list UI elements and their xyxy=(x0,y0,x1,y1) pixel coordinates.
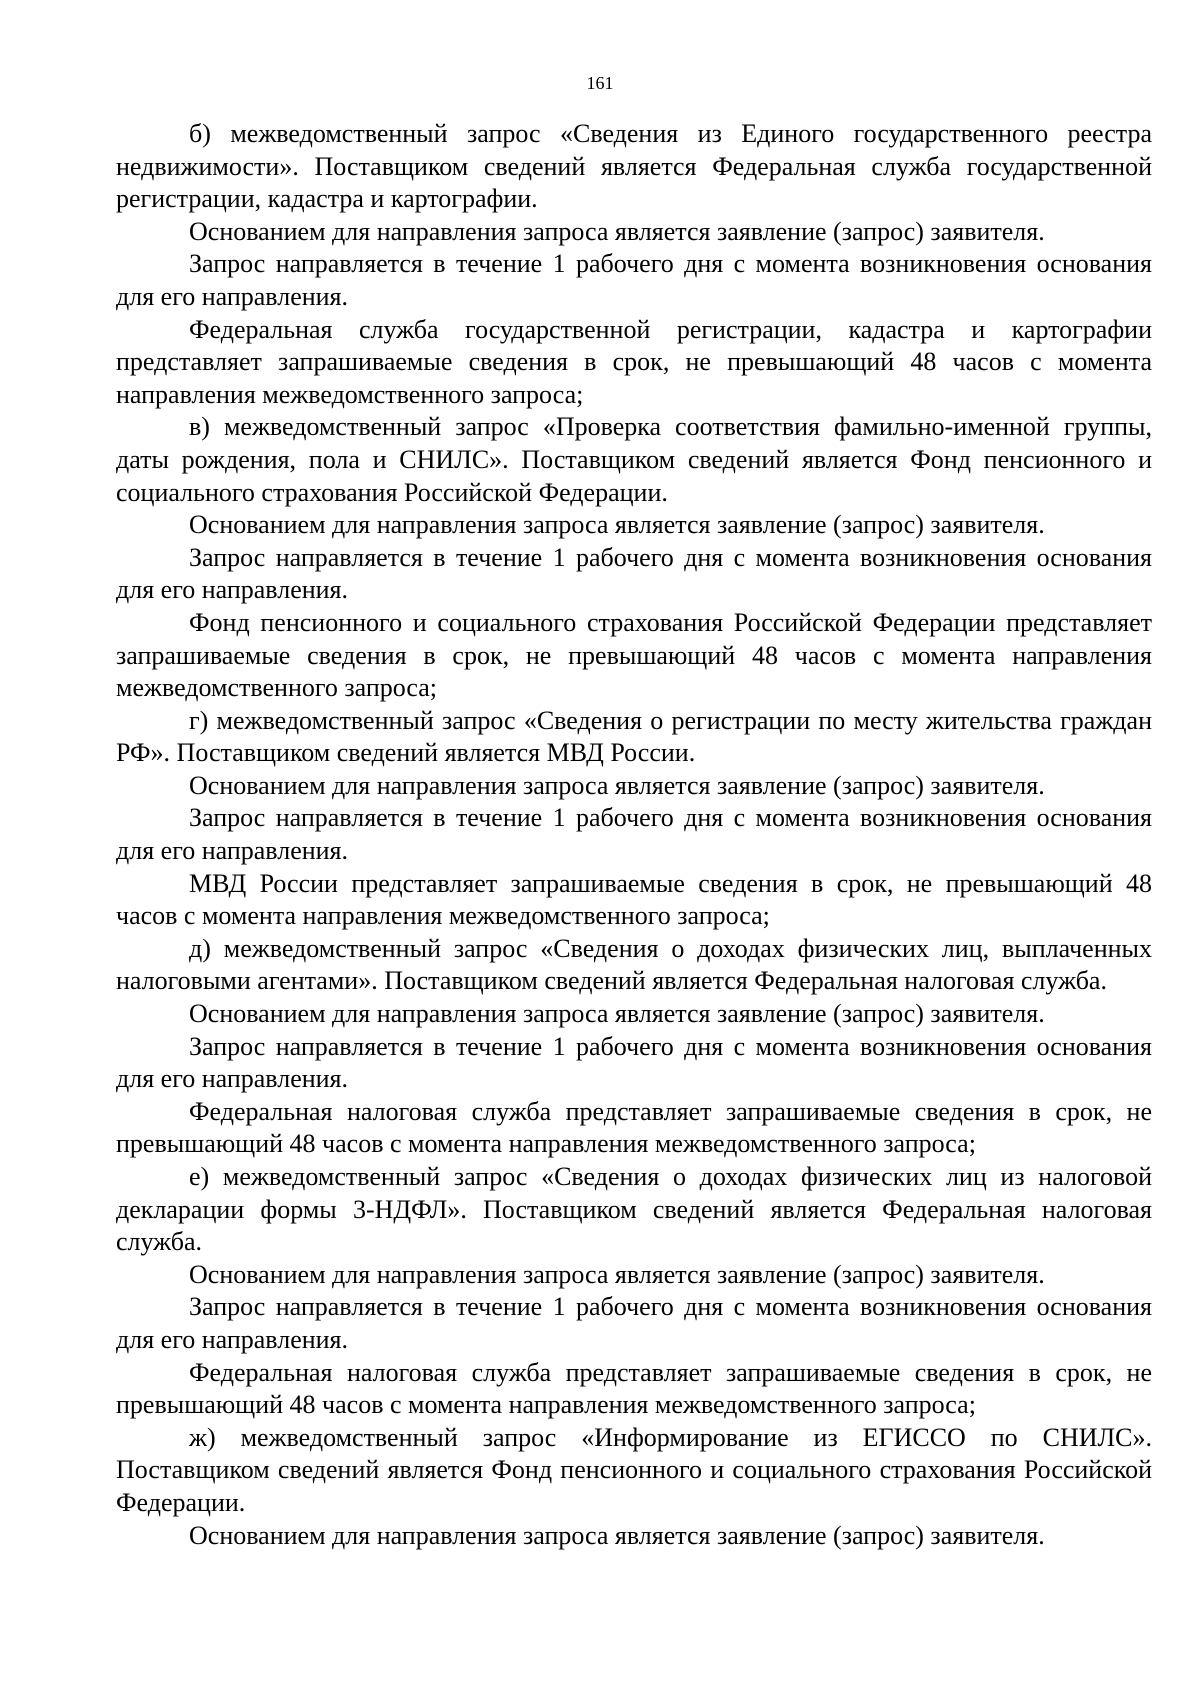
paragraph-term: Запрос направляется в течение 1 рабочего дня с момента возникновения основания для его направления. xyxy=(116,1031,1152,1094)
paragraph-basis: Основанием для направления запроса является заявление (запрос) заявителя. xyxy=(189,216,1045,246)
paragraph-zh-request: ж) межведомственный запрос «Информирование из ЕГИССО по СНИЛС». Поставщиком сведений является Фонд пенсионного и социального страхования Российской Федерации. xyxy=(116,1422,1152,1517)
paragraph-g-request: г) межведомственный запрос «Сведения о регистрации по месту жительства граждан РФ». Поставщиком сведений является МВД России. xyxy=(116,705,1152,768)
paragraph-term: Запрос направляется в течение 1 рабочего дня с момента возникновения основания для его направления. xyxy=(116,542,1152,605)
paragraph-basis: Основанием для направления запроса является заявление (запрос) заявителя. xyxy=(189,1259,1045,1289)
paragraph-e-request: е) межведомственный запрос «Сведения о доходах физических лиц из налоговой декларации формы 3-НДФЛ». Поставщиком сведений является Федеральная налоговая служба. xyxy=(116,1162,1152,1257)
paragraph-v-request: в) межведомственный запрос «Проверка соответствия фамильно-именной группы, даты рождения, пола и СНИЛС». Поставщиком сведений является Фонд пенсионного и социального страхования Российской Федерации. xyxy=(116,412,1152,507)
paragraph-response: МВД России представляет запрашиваемые сведения в срок, не превышающий 48 часов с момента направления межведомственного запроса; xyxy=(116,868,1152,931)
paragraph-basis: Основанием для направления запроса является заявление (запрос) заявителя. xyxy=(189,1520,1045,1550)
paragraph-term: Запрос направляется в течение 1 рабочего дня с момента возникновения основания для его направления. xyxy=(116,1292,1152,1354)
page-number: 161 xyxy=(586,73,614,93)
paragraph-response: Федеральная налоговая служба представляет запрашиваемые сведения в срок, не превышающий 48 часов с момента направления межведомственного запроса; xyxy=(116,1357,1152,1420)
paragraph-b-request: б) межведомственный запрос «Сведения из Единого государственного реестра недвижимости». Поставщиком сведений является Федеральная служба государственной регистрации, кадастра и картографии. xyxy=(116,119,1152,214)
paragraph-basis: Основанием для направления запроса является заявление (запрос) заявителя. xyxy=(189,510,1045,540)
paragraph-basis: Основанием для направления запроса является заявление (запрос) заявителя. xyxy=(189,770,1045,800)
paragraph-term: Запрос направляется в течение 1 рабочего дня с момента возникновения основания для его направления. xyxy=(116,249,1152,311)
paragraph-response: Федеральная служба государственной регистрации, кадастра и картографии представляет запрашиваемые сведения в срок, не превышающий 48 часов с момента направления межведомственного запроса; xyxy=(116,314,1152,409)
paragraph-response: Фонд пенсионного и социального страхования Российской Федерации представляет запрашиваемые сведения в срок, не превышающий 48 часов с момента направления межведомственного запроса; xyxy=(116,607,1152,703)
paragraph-d-request: д) межведомственный запрос «Сведения о доходах физических лиц, выплаченных налоговыми агентами». Поставщиком сведений является Федеральная налоговая служба. xyxy=(116,933,1152,996)
paragraph-basis: Основанием для направления запроса является заявление (запрос) заявителя. xyxy=(189,999,1045,1029)
document-body xyxy=(116,118,1152,1552)
paragraph-term: Запрос направляется в течение 1 рабочего дня с момента возникновения основания для его направления. xyxy=(116,803,1152,866)
paragraph-response: Федеральная налоговая служба представляет запрашиваемые сведения в срок, не превышающий 48 часов с момента направления межведомственного запроса; xyxy=(116,1096,1152,1159)
